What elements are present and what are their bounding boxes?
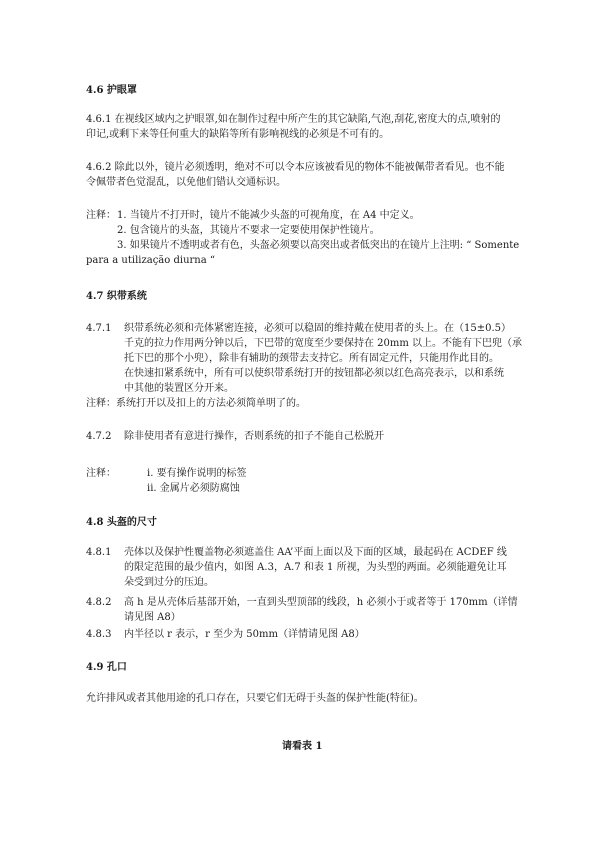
clause-number-4-7-2: 4.7.2 <box>86 431 112 442</box>
paragraph-4-6-2-line-1: 4.6.2 除此以外，镜片必须透明，绝对不可以令本应该被看见的物体不能被佩带者看见。也不能 <box>86 162 505 173</box>
note-i: i. 要有操作说明的标签 <box>147 468 247 479</box>
note-3-line-1: 3. 如果镜片不透明或者有色，头盔必须要以高突出或者低突出的在镜片上注明: “ Somente <box>117 240 520 251</box>
paragraph-4-8-1-line-3: 朵受到过分的压迫。 <box>124 577 214 588</box>
paragraph-4-7-1-line-2: 千克的拉力作用两分钟以后，下巴带的宽度至少要保持在 20mm 以上。不能有下巴兜（承 <box>124 338 523 349</box>
paragraph-4-8-1-line-2: 的限定范围的最少值内，如图 A.3，A.7 和表 1 所视，为头型的两面。必须能避免让耳 <box>124 562 507 573</box>
paragraph-4-7-1-line-4: 在快速扣紧系统中，所有可以使织带系统打开的按钮都必须以红色高亮表示，以和系统 <box>124 368 504 379</box>
section-heading-4-9: 4.9 孔口 <box>86 662 127 673</box>
clause-number-4-8-3: 4.8.3 <box>86 629 112 640</box>
paragraph-4-6-1-line-2: 印记,或剩下来等任何重大的缺陷等所有影响视线的必须是不可有的。 <box>86 129 390 140</box>
paragraph-4-7-1-line-5: 中其他的装置区分开来。 <box>124 383 234 394</box>
paragraph-4-6-2-line-2: 令佩带者色觉混乱，以免他们错认交通标识。 <box>86 177 286 188</box>
section-heading-4-6: 4.6 护眼罩 <box>86 85 137 96</box>
paragraph-4-8-3: 内半径以 r 表示，r 至少为 50mm（详情请见图 A8） <box>124 629 365 640</box>
note-1: 1. 当镜片不打开时，镜片不能减少头盔的可视角度，在 A4 中定义。 <box>117 210 420 221</box>
note-4-7-1: 注释：系统打开以及扣上的方法必须简单明了的。 <box>86 398 306 409</box>
paragraph-4-7-2: 除非使用者有意进行操作，否则系统的扣子不能自己松脱开 <box>124 431 384 442</box>
paragraph-4-7-1-line-3: 托下巴的那个小兜），除非有辅助的颈带去支持它。所有固定元件，只能用作此目的。 <box>124 353 499 364</box>
paragraph-4-8-2-line-1: 高 h 是从壳体后基部开始，一直到头型顶部的线段，h 必须小于或者等于 170mm（详情 <box>124 597 518 608</box>
section-heading-4-8: 4.8 头盔的尺寸 <box>86 517 157 528</box>
paragraph-4-6-1-line-1: 4.6.1 在视线区域内之护眼罩,如在制作过程中所产生的其它缺陷,气泡,刮花,密度大的点,喷射的 <box>86 114 501 125</box>
see-table-footer: 请看表 1 <box>282 741 323 752</box>
note-label: 注释： <box>86 210 116 221</box>
note-2: 2. 包含镜片的头盔，其镜片不要求一定要使用保护性镜片。 <box>117 225 380 236</box>
clause-number-4-8-2: 4.8.2 <box>86 597 112 608</box>
note-3-line-2: para a utilização diurna “ <box>86 255 215 266</box>
paragraph-4-7-1-line-1: 织带系统必须和壳体紧密连接，必须可以稳固的维持戴在使用者的头上。在（15±0.5） <box>124 323 512 334</box>
note-label: 注释： <box>86 468 116 479</box>
section-heading-4-7: 4.7 织带系统 <box>86 291 147 302</box>
note-ii: ii. 金属片必须防腐蚀 <box>147 483 240 494</box>
clause-number-4-8-1: 4.8.1 <box>86 547 112 558</box>
paragraph-4-8-1-line-1: 壳体以及保护性覆盖物必须遮盖住 AA’平面上面以及下面的区域，最起码在 ACDEF 线 <box>124 547 507 558</box>
paragraph-4-9: 允许排风或者其他用途的孔口存在，只要它们无碍于头盔的保护性能(特征)。 <box>86 693 424 704</box>
clause-number-4-7-1: 4.7.1 <box>86 323 112 334</box>
paragraph-4-8-2-line-2: 请见图 A8） <box>124 612 181 623</box>
